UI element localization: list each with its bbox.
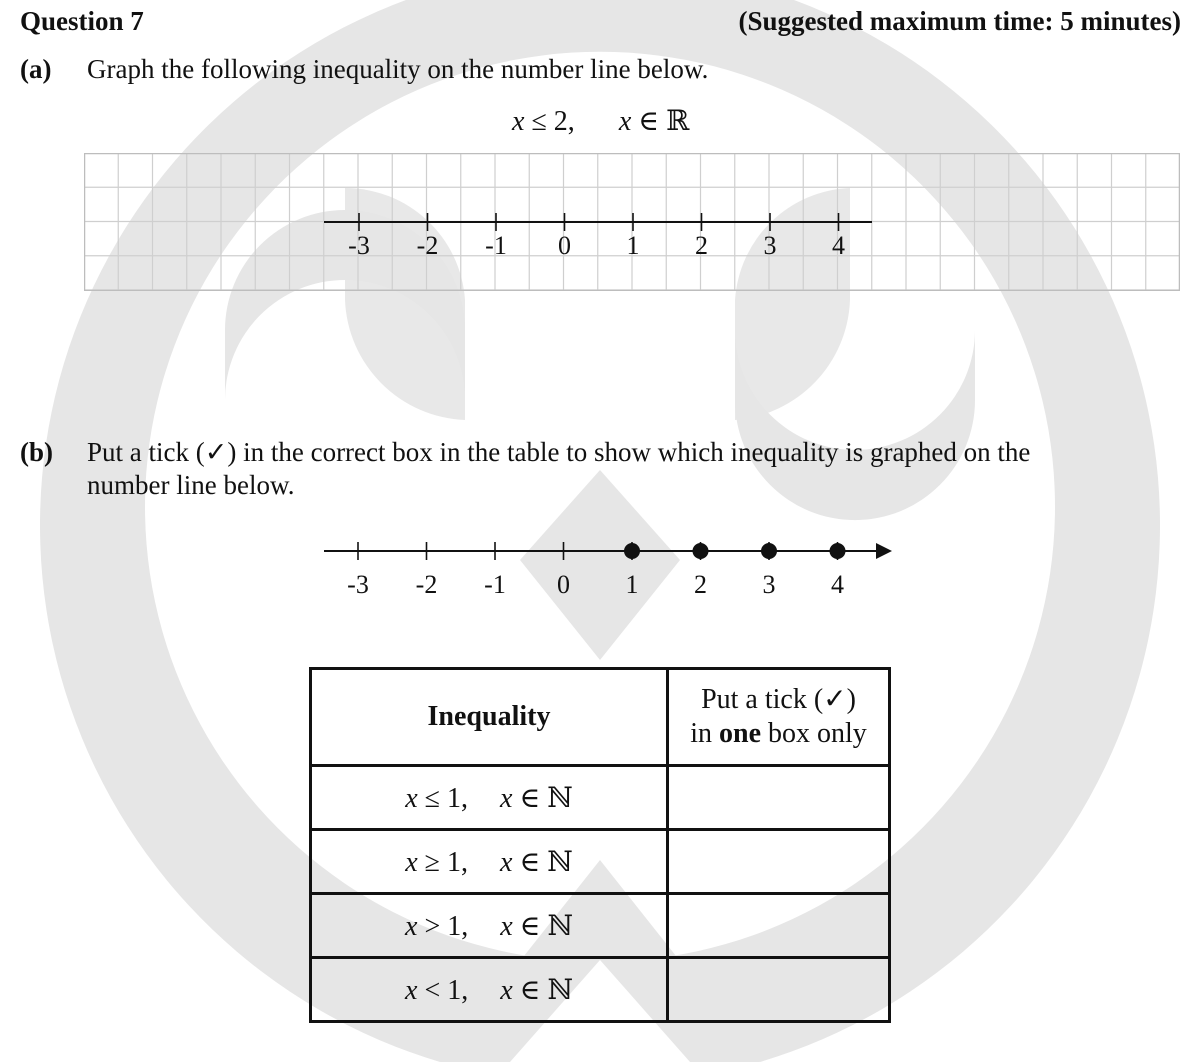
option-domain-variable: x	[500, 782, 513, 814]
tick-box-4[interactable]	[668, 958, 890, 1022]
tick-label: 0	[558, 231, 571, 260]
tick-label: 2	[694, 570, 707, 599]
tick-label: -1	[484, 570, 506, 599]
tick-label: 2	[695, 231, 708, 260]
part-b-instruction-line1: Put a tick (✓) in the correct box in the table to show which inequality is graphed on the	[87, 437, 1031, 467]
option-variable: x	[405, 846, 418, 878]
tick-label: 0	[557, 570, 570, 599]
answer-table	[309, 667, 891, 1023]
option-relation: > 1,	[417, 910, 469, 942]
inequality-option-4	[311, 958, 668, 1022]
option-domain-set: ∈ ℕ	[512, 782, 573, 814]
suggested-time: (Suggested maximum time: 5 minutes)	[738, 6, 1181, 36]
tick-label: -3	[347, 570, 369, 599]
tick-label: 3	[762, 570, 776, 599]
header-inequality: Inequality	[311, 669, 668, 766]
tick-label: 4	[831, 570, 844, 599]
header-tick-line2-post: box only	[761, 718, 867, 749]
inequality-option-2	[311, 830, 668, 894]
option-variable: x	[405, 974, 418, 1006]
tick-label: 3	[763, 231, 777, 260]
table-row	[311, 894, 890, 958]
answer-grid[interactable]	[84, 153, 1180, 291]
option-domain-set: ∈ ℕ	[512, 974, 573, 1006]
domain-variable: x	[618, 106, 632, 137]
option-domain-variable: x	[500, 974, 513, 1006]
tick-label: -1	[485, 231, 507, 260]
inequality-variable: x	[512, 106, 525, 137]
tick-label: -3	[348, 231, 370, 260]
inequality-option-1	[311, 766, 668, 830]
option-domain-variable: x	[500, 846, 513, 878]
option-variable: x	[405, 910, 418, 942]
tick-box-2[interactable]	[668, 830, 890, 894]
option-domain-variable: x	[500, 910, 513, 942]
table-header-row	[311, 669, 890, 766]
header-tick-line2-bold: one	[719, 718, 761, 749]
option-domain-set: ∈ ℕ	[512, 910, 573, 942]
option-domain-set: ∈ ℕ	[512, 846, 573, 878]
option-relation: ≤ 1,	[417, 782, 469, 814]
option-variable: x	[405, 782, 418, 814]
part-a-inequality	[512, 104, 689, 138]
header-tick	[668, 669, 890, 766]
table-row	[311, 830, 890, 894]
domain-set: ∈ ℝ	[631, 106, 690, 137]
part-a-label: (a)	[20, 54, 52, 84]
part-b-label: (b)	[20, 437, 53, 467]
tick-label: 1	[625, 570, 639, 599]
header-tick-line2-pre: in	[690, 718, 719, 749]
table-row	[311, 958, 890, 1022]
tick-label: 1	[626, 231, 640, 260]
tick-label: -2	[416, 231, 439, 260]
option-relation: ≥ 1,	[417, 846, 469, 878]
inequality-option-3	[311, 894, 668, 958]
tick-box-1[interactable]	[668, 766, 890, 830]
part-b-instruction-line2: number line below.	[87, 470, 295, 500]
option-relation: < 1,	[417, 974, 469, 1006]
header-tick-line1: Put a tick (✓)	[701, 684, 856, 715]
question-title: Question 7	[20, 6, 144, 36]
inequality-relation: ≤ 2,	[524, 106, 575, 137]
tick-label: 4	[832, 231, 845, 260]
table-row	[311, 766, 890, 830]
tick-box-3[interactable]	[668, 894, 890, 958]
part-a-instruction: Graph the following inequality on the number line below.	[87, 54, 709, 84]
tick-label: -2	[415, 570, 438, 599]
